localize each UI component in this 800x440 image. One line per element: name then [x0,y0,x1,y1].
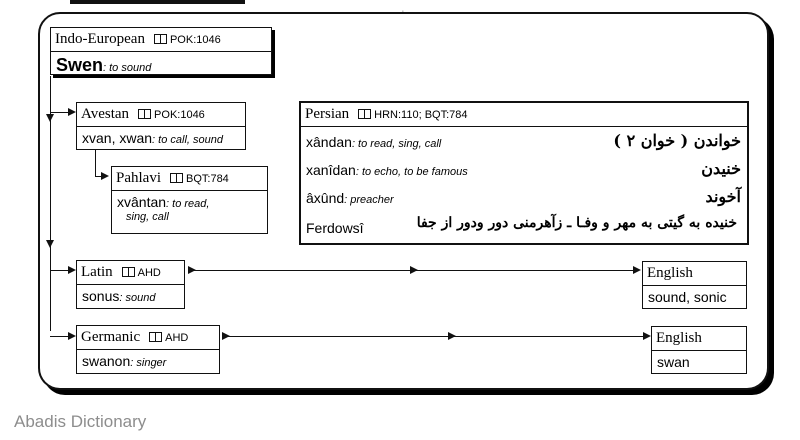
book-icon [170,173,183,183]
english-entry [643,286,746,305]
language-name: English [656,330,702,346]
english-word: sound, sonic [648,289,727,305]
pahlavi-entry [112,191,267,210]
germanic-box [76,325,220,374]
latin-gloss: : sound [119,292,156,304]
pahlavi-gloss-continued: sing, call [126,211,169,223]
language-name: Pahlavi [116,170,161,186]
branch-line-latin [50,270,68,271]
book-icon [149,332,162,342]
arrow-to-english-swan [643,332,651,340]
avestan-header [77,103,245,127]
root-box-indo-european [50,27,272,75]
book-icon [154,34,167,44]
arrow-to-english-sound [633,266,641,274]
english-word: swan [657,354,690,370]
persian-row [306,131,741,155]
avestan-word: xvan, xwan [82,130,153,146]
source-footer: Abadis Dictionary [14,412,147,431]
persian-transliteration: âxûnd: preacher [306,190,394,206]
persian-header [301,103,747,127]
persian-transliteration: xândan: to read, sing, call [306,134,442,150]
latin-entry [77,285,184,304]
reference: AHD [165,332,189,344]
reference: POK:1046 [154,109,205,121]
reference: POK:1046 [169,34,221,46]
quote-source: Ferdowsî [306,220,364,236]
english-header [652,327,746,351]
avestan-box [76,102,246,150]
root-gloss: : to sound [103,62,152,74]
persian-row [306,159,741,183]
latin-line-mid-arrow [410,266,418,274]
book-icon [358,109,371,119]
persian-word: آخوند [705,187,741,206]
pahlavi-box [111,166,268,234]
branch-line-germanic [50,336,68,337]
root-word: Swen [56,55,104,75]
trunk-arrow-head [46,240,54,248]
persian-row [306,187,741,211]
germanic-line-mid-arrow [448,332,456,340]
language-name: Latin [81,264,113,280]
germanic-to-english-line [222,336,644,337]
language-name: Avestan [81,106,130,122]
persian-transliteration: xanîdan: to echo, to be famous [306,162,468,178]
germanic-word: swanon [82,353,131,369]
arrow-to-pahlavi [101,172,109,180]
english-entry [652,351,746,370]
persian-word: خنیدن [701,159,741,178]
english-box-sound [642,261,747,309]
germanic-line-start-arrow [222,332,230,340]
avestan-gloss: : to call, sound [152,134,223,146]
arrow-to-germanic [68,332,76,340]
root-entry [51,52,271,76]
top-edge-bar [70,0,245,4]
root-header [51,28,271,52]
pahlavi-gloss: : to read, [166,198,210,210]
branch-line-avestan [50,112,68,113]
language-name: Persian [305,106,350,122]
latin-word: sonus [82,288,120,304]
latin-line-start-arrow [188,266,196,274]
arrow-to-latin [68,266,76,274]
pahlavi-word: xvântan [117,194,167,210]
english-header [643,262,746,286]
arrow-to-avestan [68,108,76,116]
english-box-swan [651,326,747,374]
pahlavi-header [112,167,267,191]
book-icon [138,109,151,119]
germanic-header [77,326,219,350]
reference: BQT:784 [186,173,229,185]
language-name: Indo-European [55,31,145,47]
persian-quote: خنیده به گیتی به مهر و وفـا ـ زآهرمنی دور ودور از جفا [416,215,737,231]
language-name: English [647,265,693,281]
latin-box [76,260,185,309]
reference: AHD [137,267,161,279]
latin-header [77,261,184,285]
book-icon [122,267,135,277]
persian-word: خواندن ( خوان ۲ ) [613,131,741,150]
trunk-arrow-head [46,114,54,122]
avestan-to-pahlavi-line [95,150,96,176]
quote-row [306,215,741,239]
persian-box [299,101,749,245]
avestan-entry [77,127,245,146]
germanic-entry [77,350,219,369]
germanic-gloss: : singer [130,357,167,369]
language-name: Germanic [81,329,141,345]
reference: HRN:110; BQT:784 [374,109,468,121]
